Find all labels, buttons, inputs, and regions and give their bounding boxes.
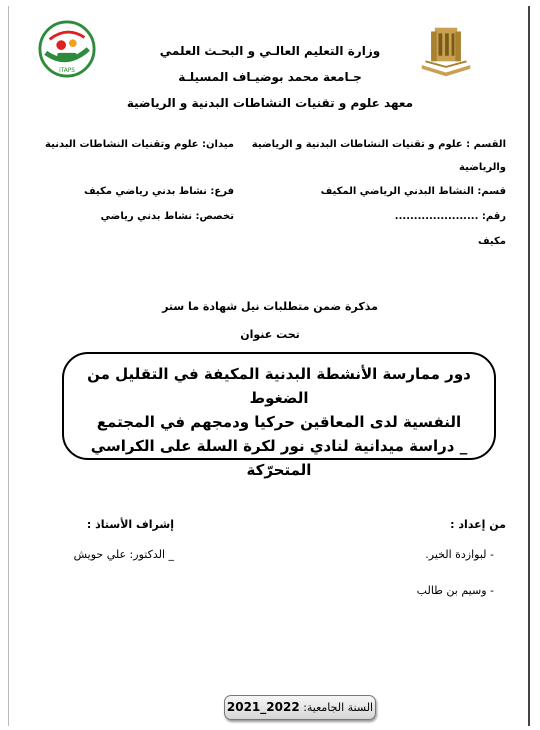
section-continued: مكيف — [478, 236, 506, 247]
thesis-title-line-3: _ دراسة ميدانية لنادي نور لكرة السلة على الكراسي المتحرّكة — [90, 437, 468, 479]
thesis-title-line-1: دور ممارسة الأنشطة البدنية المكيفة في التقليل من الضغوط — [87, 365, 471, 407]
university-name: جـامعة محمد بوضيـاف المسيلـة — [178, 70, 362, 84]
thesis-title-box — [62, 352, 496, 479]
department-continued: والرياضية — [459, 162, 506, 173]
supervisor-name: _ الدكتور: علي حويش — [73, 548, 174, 561]
academic-year-box — [224, 695, 376, 720]
institute-name: معهد علوم و تقنيات النشاطات البدنية و الرياضية — [126, 96, 414, 110]
field-label: ميدان: علوم وتقنيات النشاطات البدنية — [45, 139, 234, 150]
thesis-intro: مذكرة ضمن متطلبات نيل شهادة ما ستر — [162, 300, 378, 313]
under-title: تحت عنوان — [240, 328, 300, 341]
svg-text:iTAPS: iTAPS — [59, 68, 75, 75]
number-label: رقم: ...................... — [394, 211, 506, 222]
specialty-label: تخصص: نشاط بدني رياضي — [100, 211, 234, 222]
thesis-title-line-2: النفسية لدى المعاقين حركيا ودمجهم في المجتمع — [96, 413, 462, 431]
branch-label: فرع: نشاط بدني رياضي مكيف — [83, 186, 234, 197]
academic-year-label: السنة الجامعية: — [303, 701, 374, 714]
supervisor-label: إشراف الأستاذ : — [86, 518, 174, 531]
academic-year-value: 2022_2021 — [226, 700, 300, 714]
prepared-by-label: من إعداد : — [450, 518, 506, 531]
ministry-name: وزارة التعليم العالـي و البحـث العلمي — [159, 44, 381, 58]
author-2: - وسيم بن طالب — [416, 584, 494, 597]
department-label: القسم : علوم و تقنيات النشاطات البدنية و الرياضية — [251, 139, 506, 150]
author-1: - لبوازدة الخير. — [425, 548, 494, 561]
section-label: قسم: النشاط البدني الرياضي المكيف — [320, 186, 506, 197]
